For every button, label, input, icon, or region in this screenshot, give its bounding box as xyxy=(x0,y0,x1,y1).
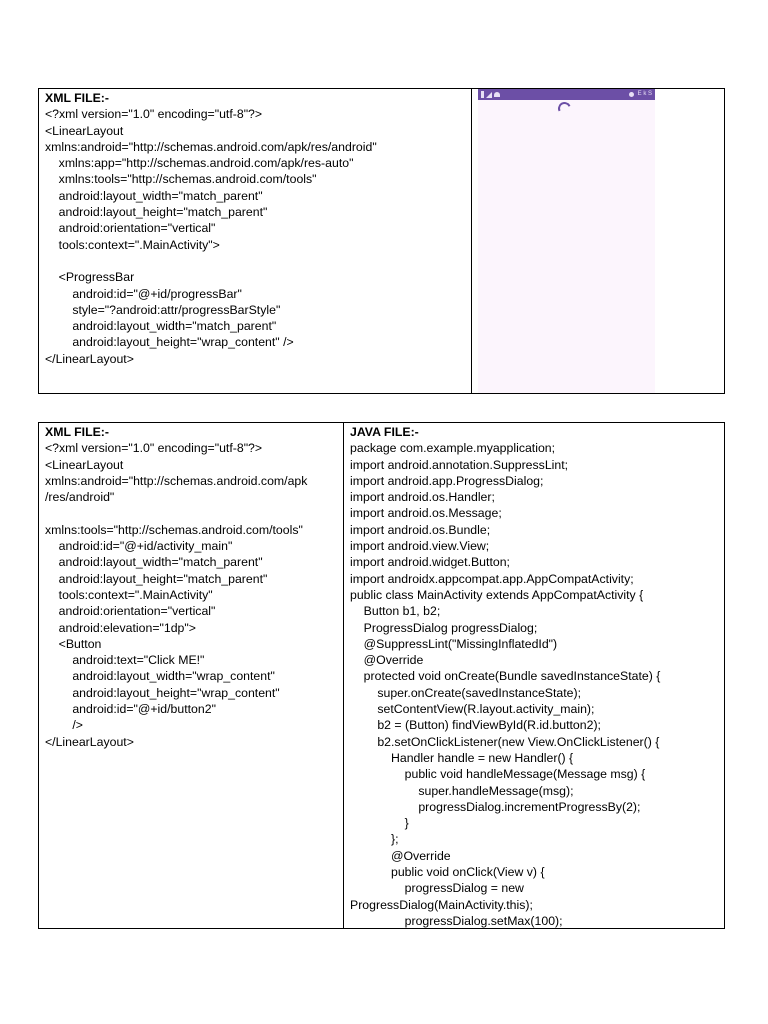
code-line: progressDialog.setMax(100); xyxy=(350,913,563,928)
code-line: <?xml version="1.0" encoding="utf-8"?> xyxy=(45,107,263,122)
code-line: b2 = (Button) findViewById(R.id.button2); xyxy=(350,718,601,733)
xml-code-cell xyxy=(45,89,470,393)
code-line: android:elevation="1dp"> xyxy=(45,620,196,635)
java-file-header: JAVA FILE:- xyxy=(350,425,419,439)
code-line: android:text="Click ME!" xyxy=(45,653,205,668)
code-line: <Button xyxy=(45,636,102,651)
code-line: android:layout_width="match_parent" xyxy=(45,555,263,570)
code-line: } xyxy=(350,816,409,831)
code-line: <LinearLayout xyxy=(45,457,124,472)
code-line: android:layout_width="wrap_content" xyxy=(45,669,275,684)
code-line: import android.os.Bundle; xyxy=(350,522,491,537)
code-line: package com.example.myapplication; xyxy=(350,441,556,456)
code-line: import android.widget.Button; xyxy=(350,555,510,570)
code-line: b2.setOnClickListener(new View.OnClickListener() { xyxy=(350,734,660,749)
code-line: android:layout_height="match_parent" xyxy=(45,205,268,220)
settings-icon xyxy=(629,92,634,97)
code-line: xmlns:android="http://schemas.android.com/apk xyxy=(45,473,308,488)
code-line: import android.os.Handler; xyxy=(350,490,495,505)
layout-xml-progressbar-table xyxy=(38,88,725,394)
code-line: xmlns:android="http://schemas.android.com/apk/res/android" xyxy=(45,139,377,154)
code-line: android:id="@+id/progressBar" xyxy=(45,286,242,301)
code-line: </LinearLayout> xyxy=(45,734,134,749)
phone-preview-cell xyxy=(472,89,724,393)
code-line: xmlns:tools="http://schemas.android.com/tools" xyxy=(45,522,303,537)
code-line xyxy=(45,253,470,269)
xml-file-header: XML FILE:- xyxy=(45,91,109,105)
code-line: Button b1, b2; xyxy=(350,604,441,619)
code-line: <ProgressBar xyxy=(45,270,135,285)
code-line: android:layout_height="wrap_content" /> xyxy=(45,335,294,350)
code-line: </LinearLayout> xyxy=(45,351,134,366)
column-divider xyxy=(343,423,344,928)
progress-spinner-icon xyxy=(556,100,573,117)
code-line: android:layout_height="wrap_content" xyxy=(45,685,280,700)
code-line: @Override xyxy=(350,848,451,863)
code-line xyxy=(45,505,341,521)
code-line: /res/android" xyxy=(45,490,115,505)
code-line: public void onClick(View v) { xyxy=(350,865,545,880)
code-line: public void handleMessage(Message msg) { xyxy=(350,767,646,782)
code-line: xmlns:tools="http://schemas.android.com/tools" xyxy=(45,172,317,187)
code-line: android:orientation="vertical" xyxy=(45,604,216,619)
code-line: <LinearLayout xyxy=(45,123,124,138)
code-line: ProgressDialog progressDialog; xyxy=(350,620,538,635)
code-line: import android.app.ProgressDialog; xyxy=(350,473,544,488)
code-line: android:layout_width="match_parent" xyxy=(45,319,277,334)
code-line: protected void onCreate(Bundle savedInstanceState) { xyxy=(350,669,661,684)
code-line: public class MainActivity extends AppCompatActivity { xyxy=(350,587,644,602)
code-line: tools:context=".MainActivity" xyxy=(45,587,213,602)
code-line: android:orientation="vertical" xyxy=(45,221,216,236)
java-code-block xyxy=(350,440,720,928)
code-line: import android.view.View; xyxy=(350,539,490,554)
code-line: android:id="@+id/activity_main" xyxy=(45,539,233,554)
code-line: @SuppressLint("MissingInflatedId") xyxy=(350,636,558,651)
code-line: @Override xyxy=(350,653,424,668)
code-line: import androidx.appcompat.app.AppCompatActivity; xyxy=(350,571,634,586)
code-line: ProgressDialog(MainActivity.this); xyxy=(350,897,533,912)
xml-file-header: XML FILE:- xyxy=(45,425,109,439)
code-line: progressDialog = new xyxy=(350,881,524,896)
code-line: super.onCreate(savedInstanceState); xyxy=(350,685,582,700)
code-line: style="?android:attr/progressBarStyle" xyxy=(45,302,281,317)
xml-code-block xyxy=(45,106,470,367)
status-bar xyxy=(478,89,655,100)
status-time: E k S xyxy=(637,91,652,97)
battery-icon xyxy=(481,91,484,98)
code-line: }; xyxy=(350,832,399,847)
code-line: setContentView(R.layout.activity_main); xyxy=(350,702,595,717)
code-line: /> xyxy=(45,718,83,733)
code-line: android:layout_height="match_parent" xyxy=(45,571,268,586)
wifi-icon xyxy=(494,92,500,97)
code-line: progressDialog.incrementProgressBy(2); xyxy=(350,799,641,814)
code-line: import android.os.Message; xyxy=(350,506,502,521)
code-line: import android.annotation.SuppressLint; xyxy=(350,457,569,472)
code-line: tools:context=".MainActivity"> xyxy=(45,237,220,252)
code-line: <?xml version="1.0" encoding="utf-8"?> xyxy=(45,441,263,456)
xml-code-block xyxy=(45,440,341,750)
code-line: xmlns:app="http://schemas.android.com/apk/res-auto" xyxy=(45,156,354,171)
xml-code-cell xyxy=(45,423,341,928)
code-line: android:id="@+id/button2" xyxy=(45,702,216,717)
code-line: android:layout_width="match_parent" xyxy=(45,188,263,203)
java-code-cell xyxy=(350,423,720,928)
signal-icon xyxy=(486,92,492,98)
button-xml-java-table xyxy=(38,422,725,929)
phone-screen-preview xyxy=(478,89,655,393)
code-line: super.handleMessage(msg); xyxy=(350,783,574,798)
code-line: Handler handle = new Handler() { xyxy=(350,750,574,765)
